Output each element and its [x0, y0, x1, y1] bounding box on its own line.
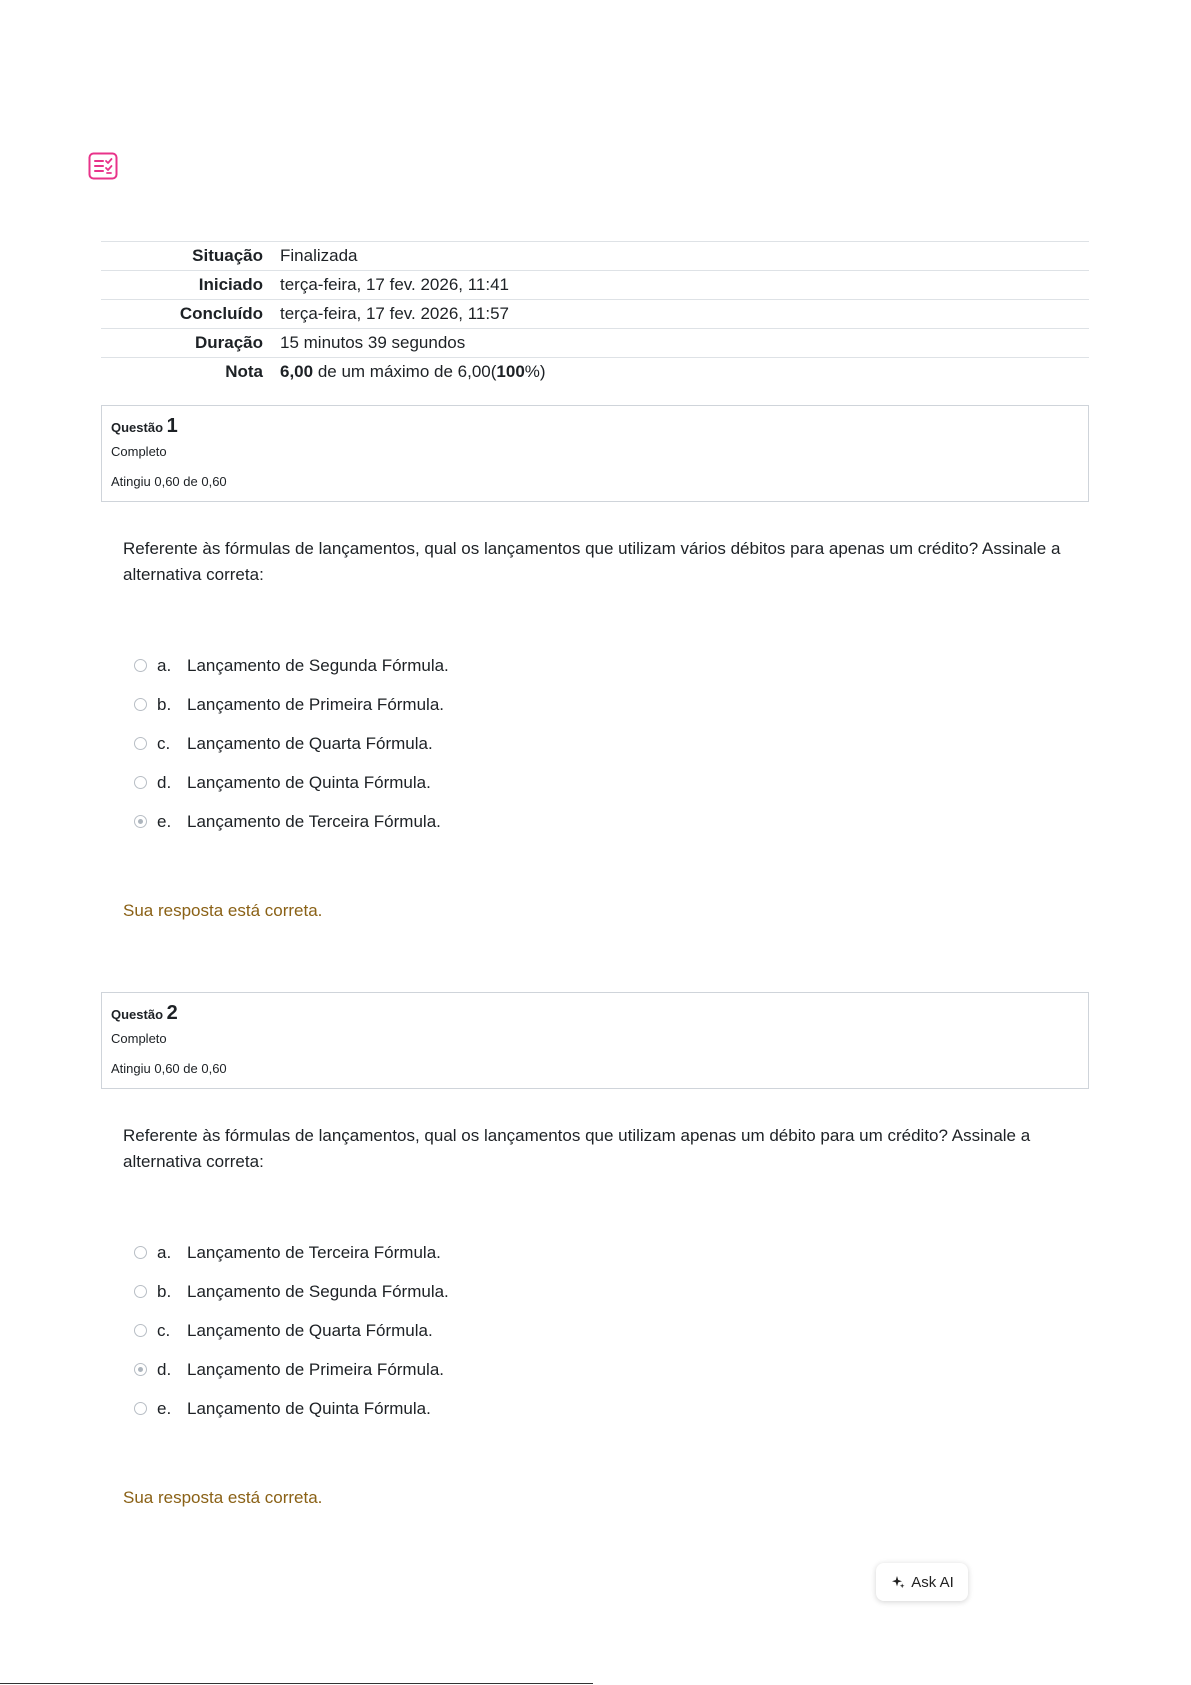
bottom-divider: [0, 1683, 593, 1684]
answer-feedback: Sua resposta está correta.: [123, 901, 323, 920]
question-grade: Atingiu 0,60 de 0,60: [111, 474, 227, 489]
answer-option-c[interactable]: [134, 1311, 1190, 1350]
answer-option-d[interactable]: [134, 763, 1190, 802]
question-state: Completo: [111, 1031, 167, 1046]
radio-button[interactable]: [134, 1324, 147, 1337]
summary-row-completed: [101, 300, 1089, 329]
radio-button[interactable]: [134, 737, 147, 750]
question-2: [101, 992, 1190, 1510]
summary-row-duration: [101, 329, 1089, 358]
answer-letter: e.: [157, 1398, 172, 1418]
answer-text: Lançamento de Primeira Fórmula.: [187, 694, 445, 714]
summary-label: Situação: [101, 242, 280, 271]
question-state: Completo: [111, 444, 167, 459]
question-number: [111, 1002, 1088, 1024]
answer-text: Lançamento de Segunda Fórmula.: [187, 1281, 449, 1301]
radio-button[interactable]: [134, 1246, 147, 1259]
question-number-value: 2: [166, 1002, 178, 1024]
radio-button-selected[interactable]: [134, 1363, 147, 1376]
radio-button[interactable]: [134, 776, 147, 789]
summary-value: terça-feira, 17 fev. 2026, 11:57: [280, 300, 1089, 329]
summary-row-grade: [101, 358, 1089, 387]
answer-feedback: Sua resposta está correta.: [123, 1488, 323, 1507]
summary-label: Concluído: [101, 300, 280, 329]
summary-value: 15 minutos 39 segundos: [280, 329, 1089, 358]
ask-ai-button[interactable]: [876, 1563, 968, 1601]
attempt-summary-table: [101, 241, 1089, 386]
answer-option-b[interactable]: [134, 685, 1190, 724]
grade-value: [280, 358, 1089, 387]
answer-letter: c.: [157, 733, 171, 753]
question-word: Questão: [111, 1007, 164, 1022]
answer-list: [134, 646, 1190, 841]
answer-letter: c.: [157, 1320, 171, 1340]
answer-option-c[interactable]: [134, 724, 1190, 763]
summary-value: Finalizada: [280, 242, 1089, 271]
grade-score: 6,00: [280, 362, 314, 381]
ask-ai-label: Ask AI: [911, 1573, 954, 1591]
question-info: [101, 992, 1089, 1089]
answer-option-b[interactable]: [134, 1272, 1190, 1311]
answer-letter: e.: [157, 811, 172, 831]
radio-button[interactable]: [134, 1402, 147, 1415]
answer-text: Lançamento de Segunda Fórmula.: [187, 655, 449, 675]
radio-button[interactable]: [134, 1285, 147, 1298]
question-grade: Atingiu 0,60 de 0,60: [111, 1061, 227, 1076]
answer-text: Lançamento de Terceira Fórmula.: [187, 1242, 441, 1262]
question-word: Questão: [111, 420, 164, 435]
answer-text: Lançamento de Quarta Fórmula.: [187, 733, 433, 753]
answer-text: Lançamento de Quinta Fórmula.: [187, 772, 431, 792]
radio-button-selected[interactable]: [134, 815, 147, 828]
grade-percent: 100: [496, 362, 525, 381]
answer-letter: a.: [157, 655, 172, 675]
radio-button[interactable]: [134, 659, 147, 672]
answer-option-e[interactable]: [134, 1389, 1190, 1428]
question-text: Referente às fórmulas de lançamentos, qual os lançamentos que utilizam apenas um débito para um crédito? Assinale a alternativa correta:: [123, 1126, 1031, 1171]
grade-max-text: de um máximo de 6,00(: [313, 362, 497, 381]
quiz-icon: [88, 152, 118, 180]
answer-letter: a.: [157, 1242, 172, 1262]
summary-label: Duração: [101, 329, 280, 358]
question-number: [111, 415, 1088, 437]
answer-option-a[interactable]: [134, 646, 1190, 685]
answer-list: [134, 1233, 1190, 1428]
radio-button[interactable]: [134, 698, 147, 711]
answer-option-d[interactable]: [134, 1350, 1190, 1389]
summary-row-started: [101, 271, 1089, 300]
answer-letter: d.: [157, 772, 172, 792]
summary-value: terça-feira, 17 fev. 2026, 11:41: [280, 271, 1089, 300]
summary-row-state: [101, 242, 1089, 271]
answer-text: Lançamento de Primeira Fórmula.: [187, 1359, 445, 1379]
question-1: [101, 405, 1190, 923]
grade-percent-suffix: %): [524, 362, 546, 381]
answer-letter: d.: [157, 1359, 172, 1379]
answer-option-a[interactable]: [134, 1233, 1190, 1272]
summary-label: Iniciado: [101, 271, 280, 300]
question-text: Referente às fórmulas de lançamentos, qual os lançamentos que utilizam vários débitos para apenas um crédito? Assinale a alternativa correta:: [123, 539, 1061, 584]
answer-letter: b.: [157, 1281, 172, 1301]
answer-option-e[interactable]: [134, 802, 1190, 841]
answer-text: Lançamento de Quarta Fórmula.: [187, 1320, 433, 1340]
sparkle-icon: [890, 1574, 906, 1590]
question-info: [101, 405, 1089, 502]
summary-label: Nota: [101, 358, 280, 387]
answer-text: Lançamento de Terceira Fórmula.: [187, 811, 441, 831]
answer-letter: b.: [157, 694, 172, 714]
question-number-value: 1: [166, 415, 178, 437]
answer-text: Lançamento de Quinta Fórmula.: [187, 1398, 431, 1418]
